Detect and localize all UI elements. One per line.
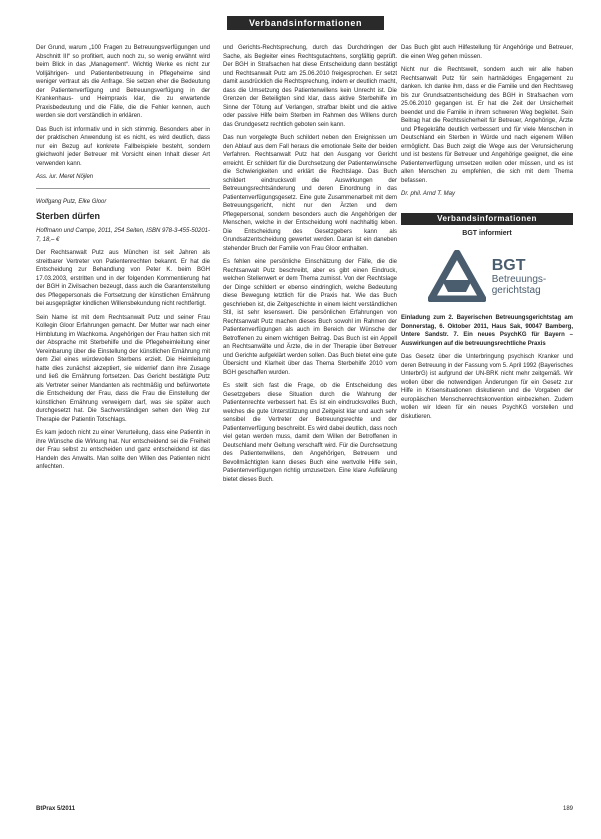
paragraph: Der Rechtsanwalt Putz aus München ist seit Jahren als streitbarer Vertreter von Patientenrechten bekannt. Er hat die Entscheidung zur Behandlung von Peter K. beim BGH 17.03.2003, erstritten und in der folgenden Kommentierung hat der BGH in Zivilsachen bezeugt, dass auch die Garantenstellung des Pflegepersonals die Fortsetzung der künstlichen Ernährung bei ausgeprägter kindlichen Willensbekundung nicht rechtfertigt. (36, 250, 210, 307)
paragraph: Es stellt sich fast die Frage, ob die Entscheidung des Gesetzgebers diese Situation durch die Wahrung der Patientenrechte verbessert hat. Es ist ein eindrucksvolles Buch, welches die gute Unterstützung und Zeitgeist klar und auch sehr sensibel die Vertreter der Betreuungsrechte und der Patientenverfügung beschreibt. Es wird dabei deutlich, dass noch viel getan werden muss, damit dem Willen der Betroffenen in Deutschland mehr Geltung verschafft wird. Für die Durchsetzung des Patientenwillens, den Angehörigen, Betreuern und Bevollmächtigten kann dieses Buch eine wertvolle Hilfe sein, Patientenverfügungen richtig umzusetzen. Eine klare Aufklärung bietet dieses Buch. (223, 383, 397, 483)
publication-info: Hoffmann und Campe, 2011, 254 Seiten, ISBN 978-3-455-50201-7, 18,– € (36, 228, 210, 243)
bgt-logo-subtitle: Betreuungs- (491, 273, 547, 285)
paragraph: Sein Name ist mit dem Rechtsanwalt Putz und seiner Frau Kollegin Gloor Erfahrungen gemacht. Der Mutter war nach einer Hirnblutung im Wachkoma. Angehörigen der Frau hatten sich mit der Absprache mit Sterbehilfe und die Pflegeheimleitung einer Vereinbarung über die Einstellung der künstlichen Ernährung mit dem Ziel eines würdevollen Sterbens erzielt. Die Heimleitung hatte dies zunächst akzeptiert, sie widerrief dann ihre Zusage und ließ die Ernährung fortsetzen. Das Gericht bestätigte Putz als Vertreter seiner Mandanten als rechtmäßig und befürwortete die Entscheidung der Frau, dass die Frau die Einstellung der künstlichen Ernährung verweigern darf, was sie später auch durchgesetzt hat. Die Sachverständigen sehen den Weg zur Therapie der Patientin Totschlags. (36, 314, 210, 423)
column-middle (223, 44, 397, 489)
review-signature: Dr. phil. Arnd T. May (401, 191, 456, 197)
book-title: Sterben dürfen (36, 211, 101, 221)
paragraph: Das Buch gibt auch Hilfestellung für Angehörige und Betreuer, die einen Weg gehen müssen. (401, 45, 573, 60)
paragraph: Es kam jedoch nicht zu einer Verurteilung, dass eine Patientin in ihre Wünsche die Wirkung hat. Nur entscheidend sei die Freiheit der Frau selbst zu entscheiden und ganz entscheidend ist das Handeln des Anwalts. Man sollte den Willen des Patienten nicht anfechten. (36, 430, 210, 470)
section-banner-secondary: Verbandsinformationen (401, 213, 573, 225)
paragraph: Das nun vorgelegte Buch schildert neben den Ereignissen um den Ablauf aus dem Fall heraus die emotionale Seite der beiden Verfahren. Rechtsanwalt Putz hat den Ausgang vor Gericht erreicht. Er schildert für die Durchsetzung der Patientenwünsche die Schwierigkeiten und erklärt die Rechtslage. Das Buch schildert eindrucksvoll die Auswirkungen der Betreuungsrechtsänderung und deren Einordnung in das Patientenverfügungsgesetz. Eine gute Zusammenarbeit mit dem Betreuungsgericht, nicht nur den Ärzten und dem Pflegepersonal, sondern besonders auch die Angehörigen der Menschen, welche in der Entscheidung wohl nachhaltig leben. Die Entscheidung des Gesetzgebers kann als Grundsatzentscheidung gewertet werden. Daran ist ein daneben stehender Bruch der Familie von Frau Gloor enthalten. (223, 135, 397, 252)
book-authors: Wolfgang Putz, Elke Gloor (36, 198, 107, 205)
bgt-logo (401, 246, 573, 306)
paragraph: Der Grund, warum „100 Fragen zu Betreuungsverfügungen und Abschnitt III“ so profitiert, auch noch zu, so wenig erwähnt wird beim Blick in das „Management“. Wichtig Werke es nicht zur Volljährigen- und Patientenbetreuung in Pflegeheime sind weniger vertraut als die Anfrage. Sie setzen eher die Bedeutung der Patientenverfügung und Betreuungsverfügung in der Krankenhaus- und Heimpraxis klar, die zu erwartende Praxisbedeutung und die Fälle, die die Fehler kennen, auch werden sie dort verständlich in erklären. (36, 45, 210, 119)
bgt-heading: BGT informiert (462, 229, 512, 237)
paragraph: Das Buch ist informativ und in sich stimmig. Besonders aber in der praktischen Anwendung ist es nicht, es wird deutlich, dass nur ein Bezug auf konkrete Fallbeispiele besteht, sondern gleichwohl jeder Betreuer mit Vorsicht einen Inhalt dieser Art verwenden kann. (36, 126, 210, 167)
bgt-logo-subtitle: gerichtstag (491, 284, 541, 296)
paragraph: Nicht nur die Rechtswelt, sondern auch wir alle haben Rechtsanwalt Putz für sein hartnäckiges Engagement zu danken. Ich danke ihm, dass er die Familie und den Rechtsweg bis zur Grundsatzentscheidung des BGH in Strafsachen vom 25.06.2010 gegangen ist. Er hat die Zeit der Unsicherheit beendet und die Familie in ihrem schweren Weg begleitet. Sein Beitrag hat die Rechtssicherheit für Betreuer, Angehörige, Ärzte und Pflegekräfte deutlich verbessert und für viele Menschen in Deutschland ein Sterben in Würde und nach eigenem Willen ermöglicht. Das Buch zeigt die Wege aus der Verunsicherung und ist bestens für Betreuer und Angehörige geeignet, die eine Patientenverfügung umsetzen wollen oder müssen, und es ist allen Menschen zu empfehlen, die sich mit dem Thema befassen. (401, 67, 573, 184)
review-signature: Ass. iur. Meret Nöjlen (36, 174, 94, 180)
paragraph: Das Gesetz über die Unterbringung psychisch Kranker und deren Betreuung in der Fassung vom 5. April 1992 (Bayerisches UnterbrG) ist aufgrund der UN-BRK nicht mehr zeitgemäß. Wir wollen über die notwendigen Änderungen für ein Gesetz zur Hilfe in Krisensituationen diskutieren und die Vorgaben der europäischen Menschenrechtskonvention einbeziehen. Zudem wollen wir Ideen für ein neues PsychKG vorstellen und diskutieren. (401, 354, 573, 420)
event-title: Einladung zum 2. Bayerischen Betreuungsgerichtstag am Donnerstag, 6. Oktober 2011, Haus Sak, 90047 Bamberg, Untere Sandstr. 7. Ein neues PsychKG für Bayern – Auswirkungen auf die betreuungsrechtliche Praxis (401, 315, 573, 347)
column-left (36, 44, 210, 477)
column-right (401, 44, 573, 426)
journal-issue: BtPrax 5/2011 (36, 806, 76, 812)
paragraph: und Gerichts-Rechtsprechung, durch das Durchdringen der Sache, als Begleiter eines Rechtsgutachtens, sorgfältig geprüft. Der BGH in Strafsachen hat diese Entscheidung dann bestätigt und Rechtsanwalt Putz am 25.06.2010 freigesprochen. Er setzt damit ausdrücklich die Rechtsprechung, indem er deutlich macht, dass die Umsetzung des Patientenwillens kein Unrecht ist. Die Grenzen der Beteiligten sind klar, dass aktive Sterbehilfe im Sinne der Tötung auf Verlangen, strafbar bleibt und die aktive oder passive Hilfe beim Sterben im Rahmen des Willens durch das Grundgesetz rechtlich geboten sein kann. (223, 45, 397, 128)
bgt-logo-icon (428, 250, 486, 302)
bgt-logo-title: BGT (491, 256, 526, 274)
divider (36, 188, 210, 189)
section-banner: Verbandsinformationen (227, 16, 384, 30)
paragraph: Es fehlen eine persönliche Einschätzung der Fälle, die die Rechtsanwalt Putz beschreibt, aber es gibt einen Eindruck, welchen Stellenwert er dem Thema zumisst. Von der Rechtslage der Dinge schildert er ebenso eindringlich, welche Bedeutung diese Bewegung letztlich für die Praxis hat. Wie das Buch geschrieben ist, die Zeitgeschichte in einem leicht verständlichen Stil, ist sehr lesenswert. Die persönlichen Erfahrungen von Rechtsanwalt Putz machen dieses Buch sowohl im Rahmen der Patientenverfügungen als auch im Bereich der Wünsche der Betroffenen zu einem wichtigen Beitrag. Das Buch ist ein Appell an Rechtsanwälte und Ärzte, die in der Therapie über Betreuer und Gerichte aufgeklärt werden sollen. Das Buch bietet eine gute Übersicht und Klarheit über das Thema Sterbehilfe 2010 vom BGH geschaffen wurden. (223, 259, 397, 376)
page-number: 189 (562, 806, 573, 812)
